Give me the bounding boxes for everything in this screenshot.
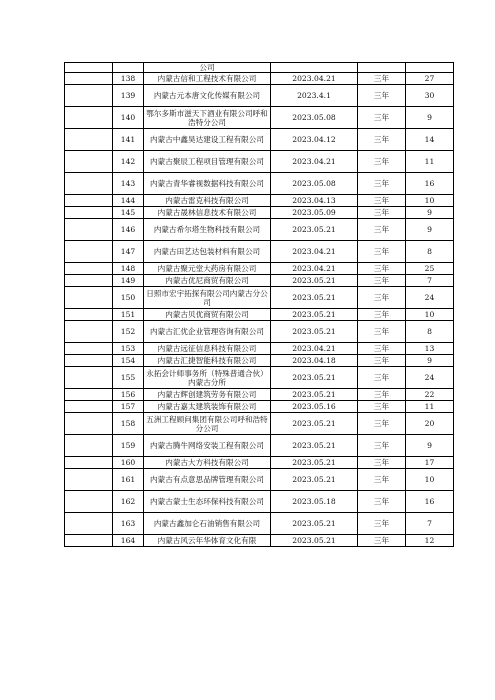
table-cell-date: 2023.05.21 xyxy=(271,535,358,547)
table-cell-date: 2023.05.21 xyxy=(271,457,358,469)
table-cell-company: 内蒙古大方科技有限公司 xyxy=(144,457,271,469)
table-cell-date: 2023.05.18 xyxy=(271,491,358,513)
table-cell-date: 2023.05.21 xyxy=(271,219,358,241)
table-cell-date: 2023.05.21 xyxy=(271,389,358,401)
table-cell xyxy=(65,219,113,241)
table-cell-term: 三年 xyxy=(358,275,406,287)
table-cell-number: 147 xyxy=(113,241,144,263)
table-cell-number: 138 xyxy=(113,73,144,85)
table-cell-count: 11 xyxy=(406,401,454,413)
table-cell-term: 三年 xyxy=(358,355,406,367)
table-cell xyxy=(358,63,406,73)
table-cell xyxy=(65,321,113,343)
table-cell-number: 143 xyxy=(113,173,144,195)
table-cell-term: 三年 xyxy=(358,309,406,321)
table-cell-term: 三年 xyxy=(358,73,406,85)
table-cell-term: 三年 xyxy=(358,401,406,413)
table-cell-company: 内蒙古贝优商贸有限公司 xyxy=(144,309,271,321)
table-cell xyxy=(65,535,113,547)
table-row xyxy=(65,173,454,195)
table-cell-company: 内蒙古汇捷智能科技有限公司 xyxy=(144,355,271,367)
table-cell xyxy=(65,151,113,173)
table-cell-date: 2023.05.16 xyxy=(271,401,358,413)
table-row xyxy=(65,367,454,389)
table-cell-company: 内蒙古信和工程技术有限公司 xyxy=(144,73,271,85)
table-cell-company: 内蒙古中鑫昊达建设工程有限公司 xyxy=(144,129,271,151)
table-row xyxy=(65,85,454,107)
table-cell xyxy=(65,457,113,469)
table-cell xyxy=(65,85,113,107)
table-cell-company: 公司 xyxy=(144,63,271,73)
table-cell-number: 155 xyxy=(113,367,144,389)
table-cell-date: 2023.05.21 xyxy=(271,275,358,287)
table-cell-count: 17 xyxy=(406,457,454,469)
table-cell-company: 内蒙古元本唐文化传媒有限公司 xyxy=(144,85,271,107)
table-row xyxy=(65,263,454,275)
table-cell-date: 2023.05.21 xyxy=(271,287,358,309)
table-cell-company: 内蒙古汇优企业管理咨询有限公司 xyxy=(144,321,271,343)
table-cell-count: 13 xyxy=(406,343,454,355)
table-cell-date: 2023.04.21 xyxy=(271,343,358,355)
table-cell-company: 内蒙古雷克科技有限公司 xyxy=(144,195,271,207)
table-cell-count: 9 xyxy=(406,219,454,241)
table-cell-count: 10 xyxy=(406,309,454,321)
table-row xyxy=(65,107,454,129)
table-cell-count: 9 xyxy=(406,355,454,367)
table-cell-number: 156 xyxy=(113,389,144,401)
table-cell xyxy=(65,63,113,73)
table-cell-date: 2023.05.08 xyxy=(271,107,358,129)
table-cell-count: 11 xyxy=(406,151,454,173)
table-cell-term: 三年 xyxy=(358,457,406,469)
table-cell-term: 三年 xyxy=(358,413,406,435)
table-cell-number: 144 xyxy=(113,195,144,207)
table-row xyxy=(65,241,454,263)
table-cell-term: 三年 xyxy=(358,491,406,513)
table-cell-term: 三年 xyxy=(358,389,406,401)
table-cell-number: 140 xyxy=(113,107,144,129)
table-cell-term: 三年 xyxy=(358,241,406,263)
table-row xyxy=(65,73,454,85)
table-cell-count: 16 xyxy=(406,491,454,513)
table-cell-term: 三年 xyxy=(358,367,406,389)
table-cell-term: 三年 xyxy=(358,435,406,457)
document-page xyxy=(64,62,435,547)
table-cell-number: 142 xyxy=(113,151,144,173)
table-row xyxy=(65,389,454,401)
table-cell-number: 160 xyxy=(113,457,144,469)
table-cell xyxy=(406,63,454,73)
table-cell-date: 2023.05.21 xyxy=(271,367,358,389)
table-cell-term: 三年 xyxy=(358,207,406,219)
table-cell-term: 三年 xyxy=(358,151,406,173)
table-cell-count: 20 xyxy=(406,413,454,435)
table-cell-number: 154 xyxy=(113,355,144,367)
table-cell-date: 2023.05.21 xyxy=(271,413,358,435)
table-cell-company: 内蒙古聚辰工程项目管理有限公司 xyxy=(144,151,271,173)
table-cell-number: 164 xyxy=(113,535,144,547)
table-row xyxy=(65,195,454,207)
table-cell-company: 内蒙古鑫加仑石油销售有限公司 xyxy=(144,513,271,535)
table-cell xyxy=(65,389,113,401)
table-cell-term: 三年 xyxy=(358,263,406,275)
table-cell xyxy=(65,107,113,129)
table-cell xyxy=(65,73,113,85)
table-cell-count: 7 xyxy=(406,275,454,287)
table-row xyxy=(65,513,454,535)
table-cell-number: 141 xyxy=(113,129,144,151)
table-cell-number: 153 xyxy=(113,343,144,355)
table-cell-number: 152 xyxy=(113,321,144,343)
table-row xyxy=(65,151,454,173)
table-cell-date: 2023.05.08 xyxy=(271,173,358,195)
table-cell xyxy=(65,401,113,413)
table-cell-company: 内蒙古风云年华体育文化有限 xyxy=(144,535,271,547)
table-cell xyxy=(65,287,113,309)
table-cell-date: 2023.04.18 xyxy=(271,355,358,367)
table-cell-count: 12 xyxy=(406,535,454,547)
table-cell-count: 8 xyxy=(406,321,454,343)
table-cell-term: 三年 xyxy=(358,85,406,107)
table-cell-term: 三年 xyxy=(358,321,406,343)
table-cell-company: 内蒙古有点意思品牌管理有限公司 xyxy=(144,469,271,491)
table-cell xyxy=(65,195,113,207)
table-cell-company: 内蒙古晟林信息技术有限公司 xyxy=(144,207,271,219)
table-cell-count: 24 xyxy=(406,287,454,309)
table-cell-count: 25 xyxy=(406,263,454,275)
company-table xyxy=(64,62,454,547)
table-cell-number: 145 xyxy=(113,207,144,219)
table-cell-count: 10 xyxy=(406,469,454,491)
table-cell-company: 日照市宏宇拓探有限公司内蒙古分公司 xyxy=(144,287,271,309)
table-cell xyxy=(65,513,113,535)
table-cell-company: 内蒙古优尼商贸有限公司 xyxy=(144,275,271,287)
table-cell-date: 2023.05.21 xyxy=(271,435,358,457)
table-cell-company: 内蒙古蒙士生态环保科技有限公司 xyxy=(144,491,271,513)
table-cell-company: 永拓会计师事务所（特殊普通合伙）内蒙古分所 xyxy=(144,367,271,389)
table-cell-number: 149 xyxy=(113,275,144,287)
table-cell-date: 2023.05.09 xyxy=(271,207,358,219)
table-cell-term: 三年 xyxy=(358,173,406,195)
table-cell-count: 22 xyxy=(406,389,454,401)
table-cell-date: 2023.04.12 xyxy=(271,129,358,151)
table-cell-count: 9 xyxy=(406,435,454,457)
table-row xyxy=(65,355,454,367)
table-cell xyxy=(65,435,113,457)
table-cell-date: 2023.05.21 xyxy=(271,513,358,535)
table-cell-number: 148 xyxy=(113,263,144,275)
table-cell-term: 三年 xyxy=(358,535,406,547)
table-cell-number: 159 xyxy=(113,435,144,457)
table-row xyxy=(65,413,454,435)
table-cell-number: 151 xyxy=(113,309,144,321)
table-cell-count: 10 xyxy=(406,195,454,207)
table-row xyxy=(65,435,454,457)
table-row xyxy=(65,287,454,309)
table-cell-company: 鄂尔多斯市滋天下酒业有限公司呼和浩特分公司 xyxy=(144,107,271,129)
table-cell-count: 7 xyxy=(406,513,454,535)
table-cell-date: 2023.04.21 xyxy=(271,73,358,85)
table-cell xyxy=(65,241,113,263)
table-cell xyxy=(65,355,113,367)
table-cell-company: 内蒙古嘉太建筑装饰有限公司 xyxy=(144,401,271,413)
table-cell-term: 三年 xyxy=(358,287,406,309)
table-cell-date: 2023.04.21 xyxy=(271,241,358,263)
table-cell-company: 内蒙古希尔塔生物科技有限公司 xyxy=(144,219,271,241)
table-cell-count: 14 xyxy=(406,129,454,151)
table-cell-number: 162 xyxy=(113,491,144,513)
table-cell-count: 24 xyxy=(406,367,454,389)
table-row xyxy=(65,275,454,287)
table-cell-count: 9 xyxy=(406,207,454,219)
table-cell-count: 27 xyxy=(406,73,454,85)
table-cell-number: 150 xyxy=(113,287,144,309)
table-cell-number: 158 xyxy=(113,413,144,435)
table-row xyxy=(65,535,454,547)
table-cell xyxy=(65,263,113,275)
table-cell xyxy=(65,469,113,491)
table-row xyxy=(65,401,454,413)
table-cell xyxy=(65,207,113,219)
table-cell-term: 三年 xyxy=(358,343,406,355)
table-cell xyxy=(65,129,113,151)
table-cell-number: 163 xyxy=(113,513,144,535)
table-cell-date: 2023.05.21 xyxy=(271,469,358,491)
table-cell-count: 8 xyxy=(406,241,454,263)
table-cell-number: 146 xyxy=(113,219,144,241)
table-cell xyxy=(65,173,113,195)
table-cell-term: 三年 xyxy=(358,195,406,207)
table-cell xyxy=(65,491,113,513)
table-cell-date: 2023.04.21 xyxy=(271,263,358,275)
table-row xyxy=(65,219,454,241)
table-cell xyxy=(65,275,113,287)
table-row xyxy=(65,309,454,321)
table-cell-number: 157 xyxy=(113,401,144,413)
table-cell-date: 2023.04.13 xyxy=(271,195,358,207)
table-row-continuation xyxy=(65,63,454,73)
table-row xyxy=(65,207,454,219)
table-cell-term: 三年 xyxy=(358,513,406,535)
table-cell xyxy=(65,367,113,389)
table-cell xyxy=(113,63,144,73)
table-cell-company: 内蒙古田艺达包装材料有限公司 xyxy=(144,241,271,263)
table-cell xyxy=(65,309,113,321)
table-cell-number: 139 xyxy=(113,85,144,107)
table-cell-term: 三年 xyxy=(358,219,406,241)
table-row xyxy=(65,491,454,513)
table-cell-count: 9 xyxy=(406,107,454,129)
table-row xyxy=(65,129,454,151)
table-cell-date: 2023.4.1 xyxy=(271,85,358,107)
table-cell-company: 内蒙古腾牛网络安装工程有限公司 xyxy=(144,435,271,457)
table-row xyxy=(65,469,454,491)
table-cell-term: 三年 xyxy=(358,469,406,491)
table-cell xyxy=(271,63,358,73)
table-row xyxy=(65,343,454,355)
table-cell-date: 2023.05.21 xyxy=(271,321,358,343)
table-cell-company: 五洲工程顾问集团有限公司呼和浩特分公司 xyxy=(144,413,271,435)
table-cell xyxy=(65,343,113,355)
table-cell-date: 2023.04.21 xyxy=(271,151,358,173)
table-cell-count: 30 xyxy=(406,85,454,107)
table-cell-number: 161 xyxy=(113,469,144,491)
table-cell-company: 内蒙古青华睿视数据科技有限公司 xyxy=(144,173,271,195)
table-cell-company: 内蒙古辉创建筑劳务有限公司 xyxy=(144,389,271,401)
table-cell-date: 2023.05.21 xyxy=(271,309,358,321)
table-cell-company: 内蒙古远征信息科技有限公司 xyxy=(144,343,271,355)
table-row xyxy=(65,457,454,469)
table-cell-term: 三年 xyxy=(358,129,406,151)
table-cell xyxy=(65,413,113,435)
table-cell-count: 16 xyxy=(406,173,454,195)
table-row xyxy=(65,321,454,343)
table-cell-company: 内蒙古聚元堂大药房有限公司 xyxy=(144,263,271,275)
table-cell-term: 三年 xyxy=(358,107,406,129)
